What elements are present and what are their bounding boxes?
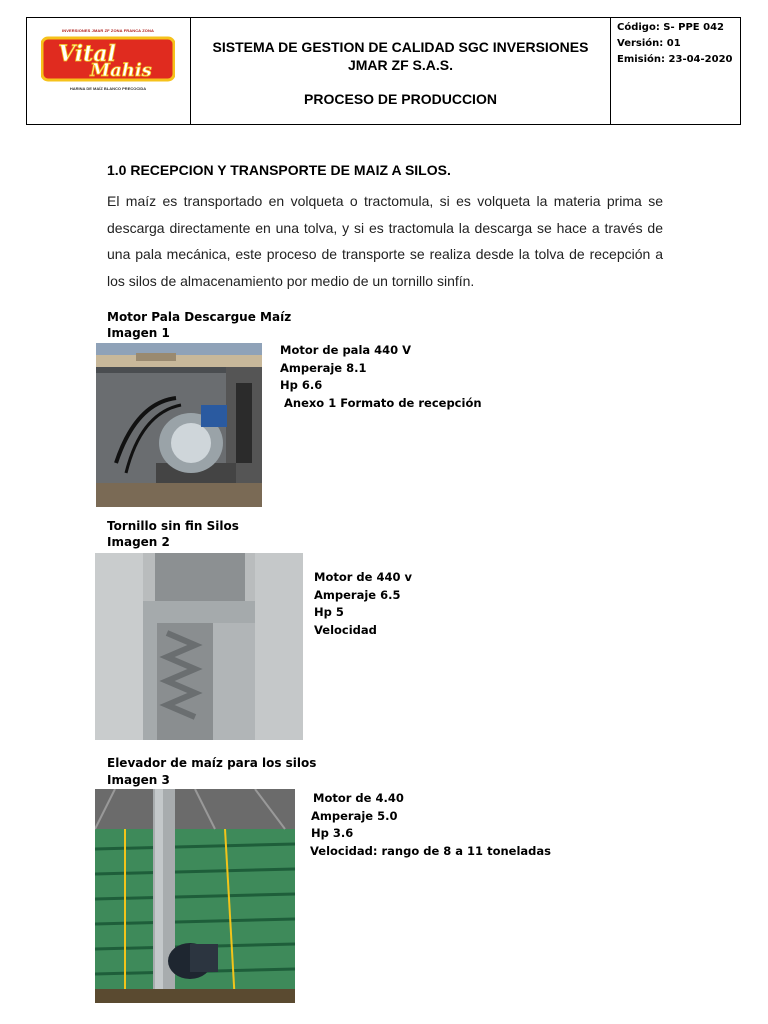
- item-1-spec-2: Amperaje 8.1: [280, 360, 367, 375]
- company-logo: [41, 34, 175, 84]
- logo-brand-2: Mahis: [90, 60, 152, 81]
- item-3-specs: [310, 790, 551, 860]
- item-1-specs: [280, 342, 482, 412]
- doc-subtitle: PROCESO DE PRODUCCION: [304, 91, 497, 107]
- item-2-title: Tornillo sin fin Silos: [107, 519, 239, 533]
- meta-cell: [611, 18, 740, 124]
- logo-bottom-text: HARINA DE MAÍZ BLANCO PRECOCIDA: [69, 86, 147, 91]
- section-paragraph: El maíz es transportado en volqueta o tractomula, si es volqueta la materia prima se descarga directamente en una tolva, y si es tractomula la descarga se hace a través de una pala mecánica, este proceso de transporte se realiza desde la tolva de recepción a los silos de almacenamiento por medio de un tornillo sinfín.: [107, 193, 663, 289]
- item-2-spec-2: Amperaje 6.5: [314, 587, 401, 602]
- item-2-specs: [314, 569, 412, 639]
- item-3-title: Elevador de maíz para los silos: [107, 756, 317, 770]
- item-1-title: Motor Pala Descargue Maíz: [107, 310, 292, 324]
- logo-brand-1: Vital: [58, 41, 116, 67]
- motor-pala-photo: [96, 343, 262, 507]
- item-3-spec-3: Hp 3.6: [311, 826, 354, 840]
- section-heading: 1.0 RECEPCION Y TRANSPORTE DE MAIZ A SILOS.: [107, 162, 451, 178]
- item-1-spec-3: Hp 6.6: [280, 378, 323, 392]
- document-header: [26, 17, 741, 125]
- item-1-spec-4: Anexo 1 Formato de recepción: [280, 395, 482, 410]
- doc-code: Código: S- PPE 042: [617, 22, 724, 33]
- item-3-spec-4: Velocidad: rango de 8 a 11 toneladas: [310, 843, 551, 858]
- item-3-spec-1: Motor de 4.40: [313, 791, 404, 805]
- item-2-spec-4: Velocidad: [314, 622, 377, 637]
- logo-cell: [27, 18, 191, 124]
- doc-title-line-1: SISTEMA DE GESTION DE CALIDAD SGC INVERSIONES: [212, 39, 589, 55]
- item-2-spec-3: Hp 5: [314, 605, 344, 619]
- item-2-spec-1: Motor de 440 v: [314, 570, 412, 584]
- item-3-image-label: Imagen 3: [107, 773, 170, 787]
- item-2-image-label: Imagen 2: [107, 535, 170, 549]
- item-3-spec-2: Amperaje 5.0: [311, 808, 398, 823]
- doc-title-line-2: JMAR ZF S.A.S.: [347, 57, 453, 73]
- item-1-image-label: Imagen 1: [107, 326, 170, 340]
- item-1-spec-1: Motor de pala 440 V: [280, 343, 412, 357]
- title-cell: [191, 18, 611, 124]
- tornillo-sinfin-photo: [95, 553, 303, 740]
- elevador-maiz-photo: [95, 789, 295, 1003]
- doc-issue-date: Emisión: 23-04-2020: [617, 54, 733, 65]
- logo-top-text: INVERSIONES JMAR ZF ZONA FRANCA ZONA: [62, 28, 154, 33]
- doc-version: Versión: 01: [617, 38, 681, 49]
